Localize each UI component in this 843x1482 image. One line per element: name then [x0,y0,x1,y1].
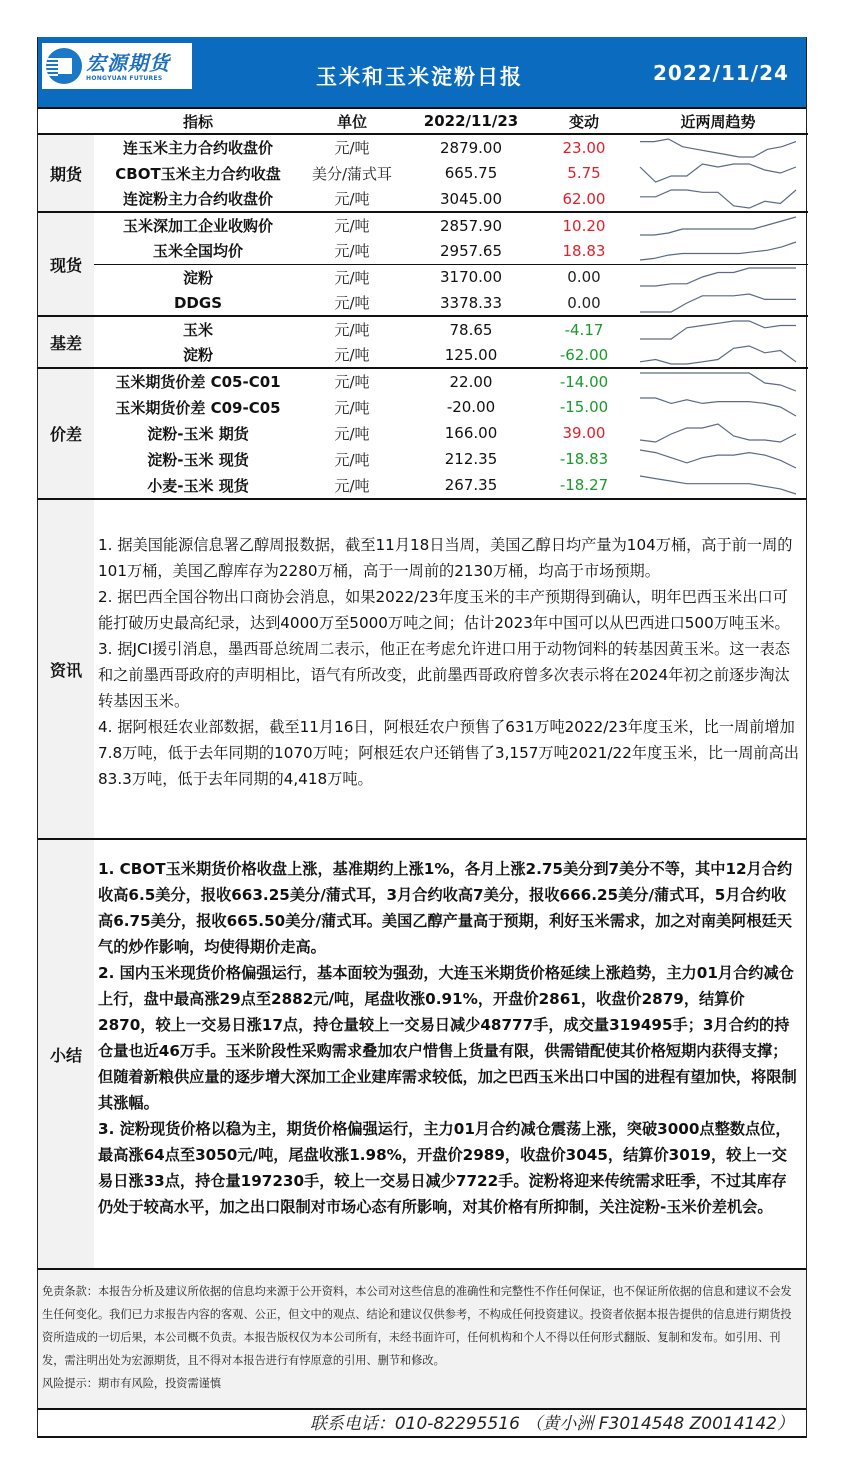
trend-sparkline [628,472,808,498]
value-cell: 3170.00 [402,264,540,290]
unit-cell: 元/吨 [334,190,370,208]
table-row [38,420,808,446]
table-row [38,134,808,160]
report-page [37,37,807,1438]
col-header-indicator: 指标 [94,109,302,134]
indicator-name: 淀粉-玉米 期货 [147,424,249,443]
table-row [38,472,808,498]
sparkline-chart [638,291,798,315]
trend-sparkline [628,160,808,186]
col-header-section [38,109,94,134]
indicator-name: DDGS [173,293,223,312]
sparkline-chart [638,343,798,367]
table-row [38,446,808,472]
unit-cell: 元/吨 [302,264,402,290]
value-cell: 2957.65 [439,241,503,260]
change-cell: 62.00 [562,189,606,208]
unit-cell: 元/吨 [334,242,370,261]
sparkline-chart [638,447,798,471]
summary-item: 3. 淀粉现货价格以稳为主，期货价格偏强运行，主力01月合约减仓震荡上涨，突破3000点整数点位，最高涨64点至3050元/吨，尾盘收涨1.98%，开盘价2989，收盘价3045，结算价3019，较上一交易日涨33点，持仓量197230手，较上一交易日减少7722手。淀粉将迎来传统需求旺季，不过其库存仍处于较高水平，加之出口限制对市场心态有所影响，对其价格有所抑制，关注淀粉-玉米价差机会。 [98,1120,791,1216]
table-row [38,290,808,316]
table-header-row [38,109,808,134]
sparkline-chart [638,318,798,342]
sparkline-chart [638,239,798,263]
indicator-name: 连玉米主力合约收盘价 [122,139,273,157]
table-row [38,394,808,420]
news-item: 4. 据阿根廷农业部数据，截至11月16日，阿根廷农户预售了631万吨2022/23年度玉米，比一周前增加7.8万吨，低于去年同期的1070万吨；阿根廷农户还销售了3,157万吨2021/22年度玉米，比一周前高出83.3万吨，低于去年同期的4,418万吨。 [98,718,799,788]
change-cell: 5.75 [567,164,601,182]
indicator-name: 玉米全国均价 [152,242,243,261]
trend-sparkline [628,368,808,394]
sparkline-chart [638,161,798,185]
value-cell: -20.00 [446,398,496,416]
unit-cell: 美分/蒲式耳 [311,164,393,183]
value-cell: 3378.33 [439,293,503,312]
sparkline-chart [638,136,798,160]
trend-sparkline [628,446,808,472]
news-item: 1. 据美国能源信息署乙醇周报数据，截至11月18日当周，美国乙醇日均产量为104万桶，高于前一周的101万桶，美国乙醇库存为2280万桶，高于一周前的2130万桶，均高于市场预期。 [98,536,793,580]
sparkline-chart [638,187,798,211]
news-item: 3. 据JCI援引消息，墨西哥总统周二表示，他正在考虑允许进口用于动物饲料的转基因黄玉米。这一表态和之前墨西哥政府的声明相比，语气有所改变，此前墨西哥政府曾多次表示将在2024年初之前逐步淘汰转基因玉米。 [98,640,790,710]
unit-cell: 元/吨 [334,450,370,469]
value-cell: 3045.00 [439,189,503,208]
table-row [38,368,808,394]
contact-info: 联系电话：010-82295516 （黄小洲 F3014548 Z0014142） [38,1408,806,1438]
section-label: 现货 [38,212,94,316]
change-cell: 10.20 [540,212,628,238]
unit-cell: 元/吨 [302,316,402,342]
change-cell: 0.00 [567,293,601,312]
indicator-name: 玉米 [94,316,302,342]
col-header-change: 变动 [540,109,628,134]
indicator-name: 小麦-玉米 现货 [147,476,249,495]
sparkline-chart [638,265,798,289]
price-table [38,109,808,498]
trend-sparkline [628,264,808,290]
report-title: 玉米和玉米淀粉日报 [316,65,523,89]
logo-name-cn: 宏源期货 [86,50,170,75]
change-cell: -18.83 [559,450,609,468]
value-cell: 166.00 [444,424,498,442]
value-cell: 78.65 [402,316,540,342]
unit-cell: 元/吨 [334,476,370,495]
news-label: 资讯 [38,500,94,838]
news-item: 2. 据巴西全国谷物出口商协会消息，如果2022/23年度玉米的丰产预期得到确认，明年巴西玉米出口可能打破历史最高纪录，达到4000万至5000万吨之间；估计2023年中国可以从巴西进口500万吨玉米。 [98,588,790,632]
col-header-unit: 单位 [302,109,402,134]
table-row [38,238,808,264]
change-cell: 39.00 [562,424,606,442]
trend-sparkline [628,134,808,160]
value-cell: 22.00 [402,368,540,394]
logo-icon [46,48,82,84]
table-row [38,160,808,186]
disclaimer-section [38,1268,806,1408]
indicator-name: 淀粉-玉米 现货 [147,450,249,469]
unit-cell: 元/吨 [334,346,370,364]
sparkline-chart [638,370,798,394]
sparkline-chart [638,395,798,419]
change-cell: -18.27 [559,476,609,494]
sparkline-chart [638,473,798,497]
unit-cell: 元/吨 [302,368,402,394]
company-logo [42,43,192,89]
table-row [38,316,808,342]
value-cell: 125.00 [444,345,498,364]
table-row [38,212,808,238]
col-header-trend: 近两周趋势 [628,109,808,134]
value-cell: 665.75 [444,164,498,182]
section-label: 期货 [38,134,94,212]
indicator-name: 连淀粉主力合约收盘价 [122,190,273,208]
trend-sparkline [628,290,808,316]
trend-sparkline [628,186,808,212]
risk-warning: 风险提示：期市有风险，投资需谨慎 [42,1377,222,1390]
unit-cell: 元/吨 [334,398,370,417]
indicator-name: 玉米期货价差 C05-C01 [94,368,302,394]
trend-sparkline [628,316,808,342]
unit-cell: 元/吨 [334,424,370,443]
value-cell: 267.35 [444,476,498,494]
change-cell: -14.00 [540,368,628,394]
sparkline-chart [638,421,798,445]
indicator-name: 淀粉 [94,264,302,290]
change-cell: -62.00 [559,345,609,364]
trend-sparkline [628,420,808,446]
value-cell: 2857.90 [402,212,540,238]
table-row [38,342,808,368]
summary-content [94,840,806,1268]
col-header-date: 2022/11/23 [402,109,540,134]
news-content [94,500,806,838]
unit-cell: 元/吨 [302,212,402,238]
summary-item: 1. CBOT玉米期货价格收盘上涨，基准期约上涨1%，各月上涨2.75美分到7美分不等，其中12月合约收高6.5美分，报收663.25美分/蒲式耳，3月合约收高7美分，报收666.25美分/蒲式耳，5月合约收高6.75美分，报收665.50美分/蒲式耳。美国乙醇产量高于预期，利好玉米需求，加之对南美阿根廷天气的炒作影响，均使得期价走高。 [98,860,793,956]
summary-label: 小结 [38,840,94,1268]
change-cell: 18.83 [562,241,606,260]
indicator-name: 玉米期货价差 C09-C05 [115,398,281,417]
summary-item: 2. 国内玉米现货价格偏强运行，基本面较为强劲，大连玉米期货价格延续上涨趋势，主力01月合约减仓上行，盘中最高涨29点至2882元/吨，尾盘收涨0.91%，开盘价2861，收盘价2879，结算价2870，较上一交易日涨17点，持仓量较上一交易日减少48777手，成交量319495手；3月合约的持仓量也近46万手。玉米阶段性采购需求叠加农户惜售上货量有限，供需错配使其价格短期内获得支撑；但随着新粮供应量的逐步增大深加工企业建库需求较低，加之巴西玉米出口中国的进程有望加快，将限制其涨幅。 [98,964,797,1112]
trend-sparkline [628,212,808,238]
change-cell: -4.17 [540,316,628,342]
table-row [38,186,808,212]
change-cell: 0.00 [540,264,628,290]
indicator-name: CBOT玉米主力合约收盘 [115,164,281,183]
change-cell: 23.00 [562,138,606,157]
indicator-name: 玉米深加工企业收购价 [94,212,302,238]
logo-name-en: HONGYUAN FUTURES [86,74,163,82]
section-label: 基差 [38,316,94,368]
trend-sparkline [628,238,808,264]
change-cell: -15.00 [559,398,609,416]
report-header [38,37,806,109]
trend-sparkline [628,394,808,420]
sparkline-chart [638,214,798,238]
value-cell: 212.35 [444,450,498,468]
disclaimer-text: 免责条款：本报告分析及建议所依据的信息均来源于公开资料，本公司对这些信息的准确性和完整性不作任何保证，也不保证所依据的信息和建议不会发生任何变化。我们已力求报告内容的客观、公正，但文中的观点、结论和建议仅供参考，不构成任何投资建议。投资者依据本报告提供的信息进行期货投资所造成的一切后果，本公司概不负责。本报告版权仅为本公司所有，未经书面许可，任何机构和个人不得以任何形式翻版、复制和发布。如引用、刊发，需注明出处为宏源期货，且不得对本报告进行有悖原意的引用、删节和修改。 [42,1285,792,1367]
unit-cell: 元/吨 [334,294,370,312]
indicator-name: 淀粉 [182,346,213,364]
news-section [38,498,806,838]
section-label: 价差 [38,368,94,498]
unit-cell: 元/吨 [334,139,370,157]
table-row [38,264,808,290]
trend-sparkline [628,342,808,368]
report-date: 2022/11/24 [653,61,789,85]
summary-section [38,838,806,1268]
value-cell: 2879.00 [439,138,503,157]
